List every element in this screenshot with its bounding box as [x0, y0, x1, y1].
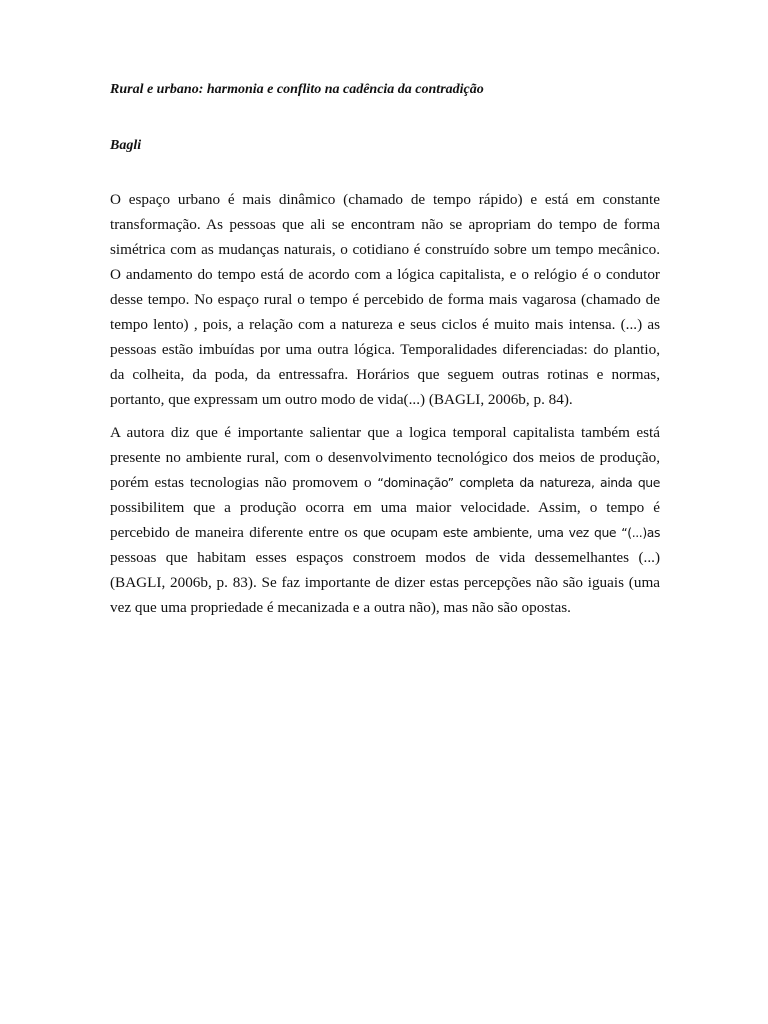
line-segment-sans: “dominação” completa da natureza, ainda que	[377, 475, 660, 490]
paragraph-line: possibilitem que a produção ocorra em uma maior velocidade. Assim, o tempo é	[110, 499, 660, 516]
paragraph-line: da colheita, da poda, da entressafra. Horários que seguem outras rotinas e normas,	[110, 366, 660, 383]
paragraph-line: presente no ambiente rural, com o desenvolvimento tecnológico dos meios de produção,	[110, 449, 660, 466]
paragraph-line: pessoas estão imbuídas por uma outra lógica. Temporalidades diferenciadas: do plantio,	[110, 341, 660, 358]
paragraph-line: (BAGLI, 2006b, p. 83). Se faz importante de dizer estas percepções não são iguais (uma	[110, 574, 660, 591]
paragraph-line: vez que uma propriedade é mecanizada e a outra não), mas não são opostas.	[110, 599, 571, 616]
line-segment: porém estas tecnologias não promovem o	[110, 474, 378, 491]
paragraph-line: desse tempo. No espaço rural o tempo é percebido de forma mais vagarosa (chamado de	[110, 291, 660, 308]
paragraph-line: portanto, que expressam um outro modo de vida(...) (BAGLI, 2006b, p. 84).	[110, 391, 573, 408]
paragraph-commentary	[110, 420, 660, 620]
document-title: Rural e urbano: harmonia e conflito na cadência da contradição	[110, 82, 484, 97]
paragraph-line: pessoas que habitam esses espaços constroem modos de vida dessemelhantes (...)	[110, 549, 660, 566]
line-segment: percebido de maneira diferente entre os	[110, 524, 364, 541]
paragraph-line	[110, 520, 660, 545]
paragraph-line: O andamento do tempo está de acordo com a lógica capitalista, e o relógio é o condutor	[110, 266, 660, 283]
author-name: Bagli	[110, 138, 142, 153]
paragraph-line: A autora diz que é importante salientar que a logica temporal capitalista também está	[110, 424, 660, 441]
paragraph-quote	[110, 187, 660, 412]
paragraph-line: O espaço urbano é mais dinâmico (chamado de tempo rápido) e está em constante	[110, 191, 660, 208]
paragraph-line: simétrica com as mudanças naturais, o cotidiano é construído sobre um tempo mecânico.	[110, 241, 660, 258]
paragraph-line: tempo lento) , pois, a relação com a natureza e seus ciclos é muito mais intensa. (...) as	[110, 316, 660, 333]
paragraph-line: transformação. As pessoas que ali se encontram não se apropriam do tempo de forma	[110, 216, 660, 233]
paragraph-line	[110, 470, 660, 495]
line-segment-sans: que ocupam este ambiente, uma vez que “(...)as	[363, 525, 660, 540]
